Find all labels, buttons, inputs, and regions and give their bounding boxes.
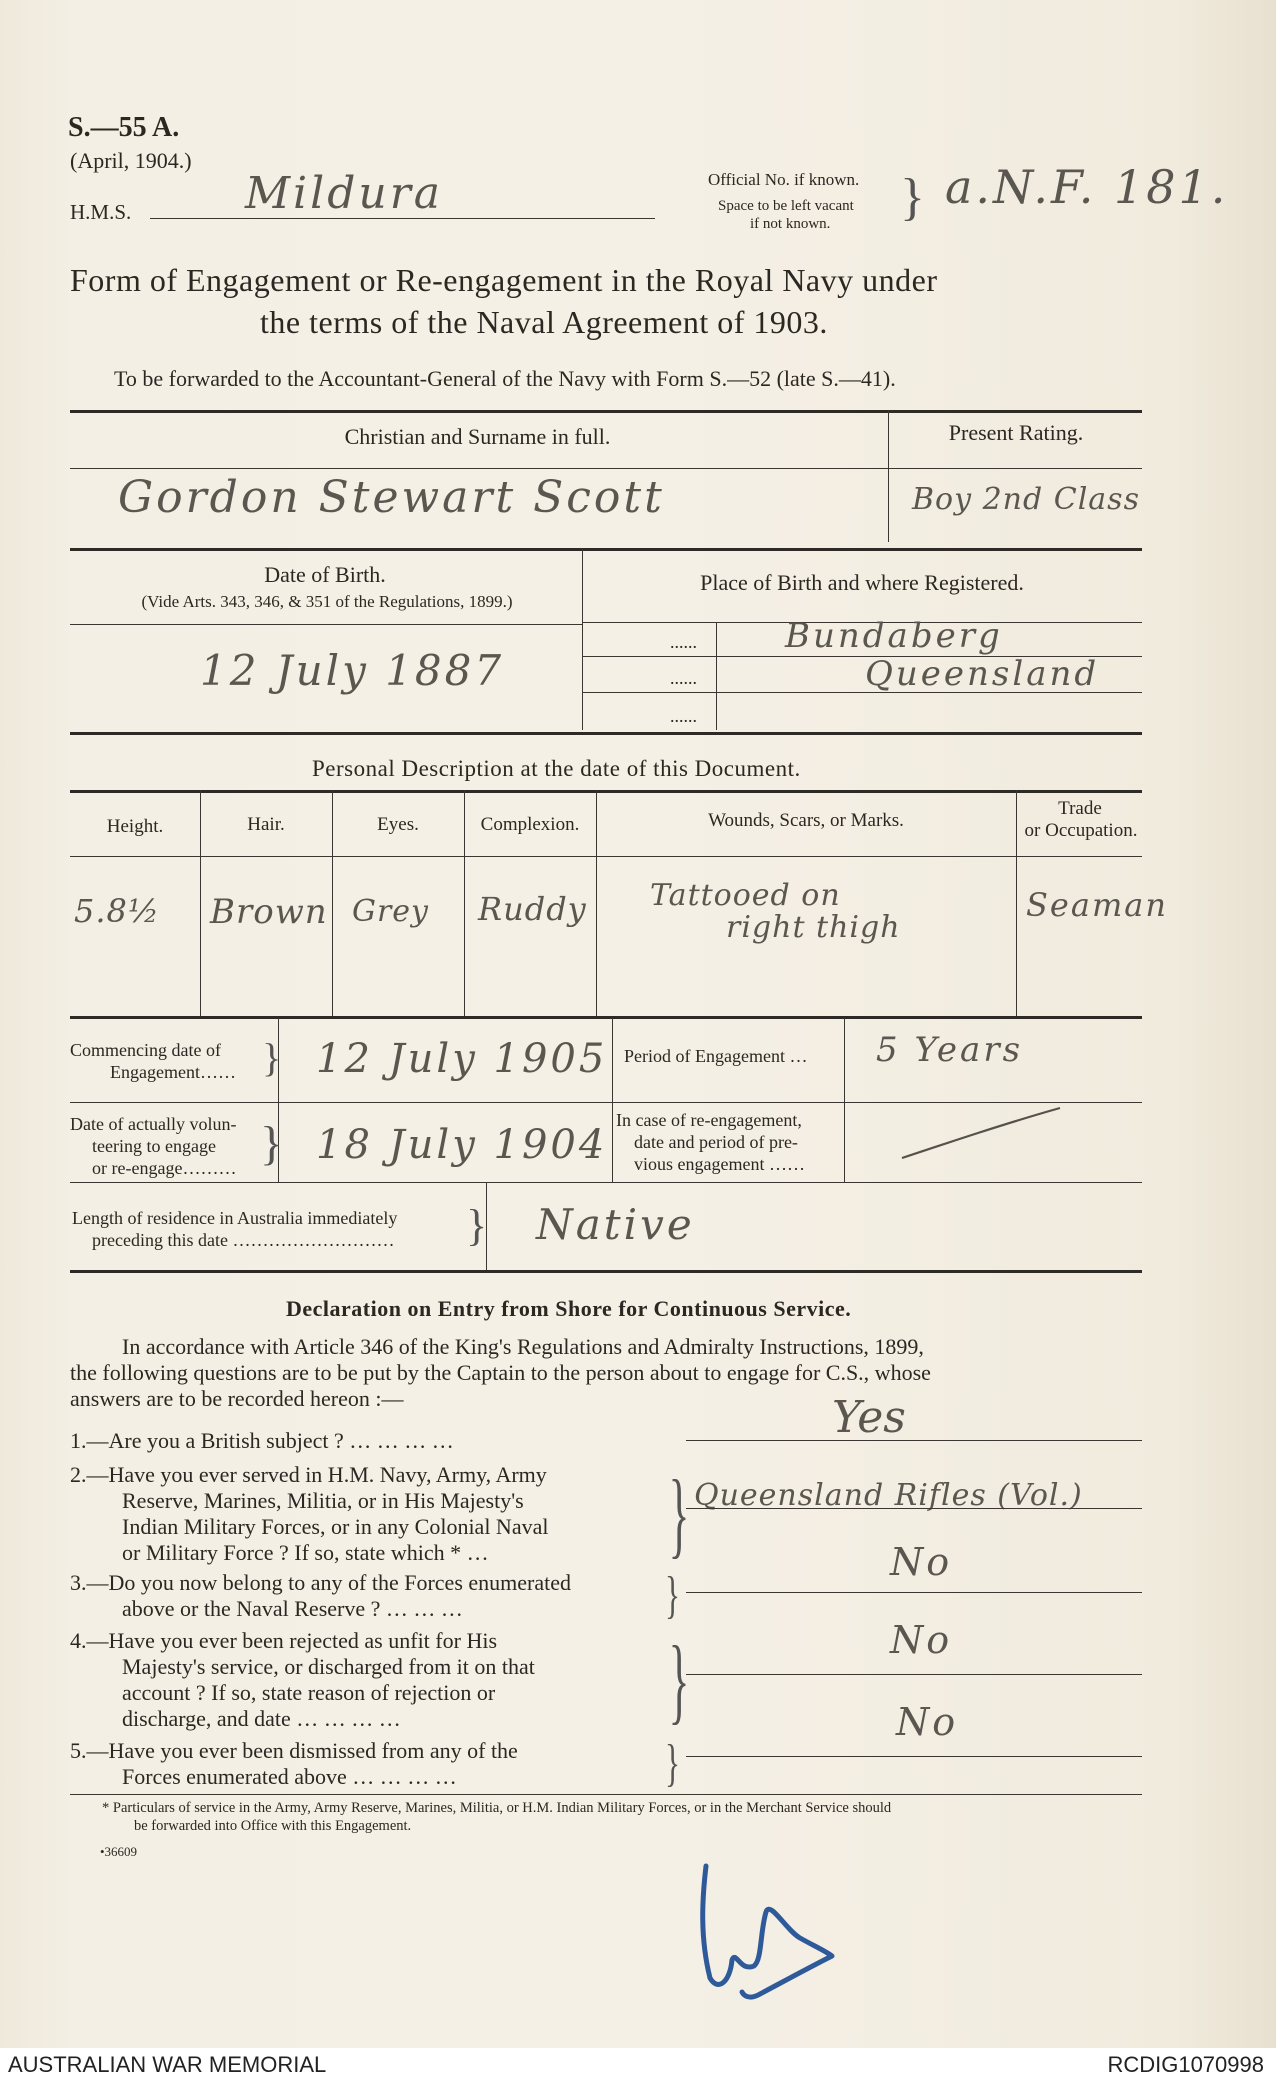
rating-value: Boy 2nd Class	[912, 482, 1140, 517]
description-heading: Personal Description at the date of this Document.	[312, 756, 801, 781]
complexion-value: Ruddy	[478, 890, 587, 928]
question-5-brace: }	[664, 1735, 680, 1792]
height-value: 5.8½	[74, 892, 160, 930]
marks-value-2: right thigh	[726, 910, 901, 945]
answer-3: No	[890, 1540, 953, 1584]
answer-5: No	[896, 1700, 959, 1744]
volunteer-brace: }	[260, 1117, 284, 1170]
name-value: Gordon Stewart Scott	[118, 472, 665, 523]
col-wounds: Wounds, Scars, or Marks.	[708, 810, 904, 831]
commencing-label-2: Engagement……	[110, 1062, 236, 1082]
declaration-intro-2: the following questions are to be put by the Captain to the person about to engage for C.S., whose	[70, 1360, 931, 1385]
question-3-line-2: above or the Naval Reserve ? … … …	[122, 1596, 463, 1621]
col-hair: Hair.	[247, 814, 285, 835]
question-5-line-1: 5.—Have you ever been dismissed from any of the	[70, 1738, 518, 1763]
official-no-brace: }	[900, 169, 925, 226]
pob-dots-2: ......	[670, 668, 697, 688]
official-no-note1: Space to be left vacant	[718, 198, 854, 214]
form-date: (April, 1904.)	[70, 148, 192, 173]
question-4-line-3: account ? If so, state reason of rejection or	[122, 1680, 496, 1705]
form-title-line1: Form of Engagement or Re-engagement in the Royal Navy under	[70, 262, 938, 298]
answer-2: Queensland Rifles (Vol.)	[694, 1478, 1083, 1513]
question-2-line-2: Reserve, Marines, Militia, or in His Majesty's	[122, 1488, 524, 1513]
archive-label-right: RCDIG1070998	[1107, 2052, 1264, 2077]
footnote-line-2: be forwarded into Office with this Engagement.	[134, 1818, 412, 1834]
pob-value-1: Bundaberg	[785, 616, 1003, 656]
footnote-line-1: * Particulars of service in the Army, Army Reserve, Marines, Militia, or H.M. Indian Military Forces, or in the Merchant Service should	[102, 1800, 892, 1816]
hair-value: Brown	[210, 892, 328, 932]
volunteer-label-3: or re-engage………	[92, 1158, 237, 1178]
declaration-intro-1: In accordance with Article 346 of the King's Regulations and Admiralty Instructions, 1899,	[122, 1334, 924, 1359]
question-4-line-2: Majesty's service, or discharged from it on that	[122, 1654, 535, 1679]
question-4-line-4: discharge, and date … … … …	[122, 1706, 401, 1731]
forward-instruction: To be forwarded to the Accountant-General of the Navy with Form S.—52 (late S.—41).	[114, 366, 896, 391]
dob-note: (Vide Arts. 343, 346, & 351 of the Regulations, 1899.)	[141, 592, 513, 611]
col-eyes: Eyes.	[377, 814, 419, 835]
trade-value: Seaman	[1026, 886, 1168, 924]
name-label: Christian and Surname in full.	[344, 424, 611, 449]
commencing-value: 12 July 1905	[316, 1036, 608, 1082]
volunteer-value: 18 July 1904	[316, 1122, 608, 1168]
question-2-brace: }	[668, 1460, 690, 1567]
hms-value: Mildura	[245, 168, 443, 219]
period-value: 5 Years	[876, 1030, 1024, 1070]
pob-dots-1: ......	[670, 632, 697, 652]
rating-label: Present Rating.	[948, 420, 1084, 445]
eyes-value: Grey	[352, 894, 430, 929]
question-5-line-2: Forces enumerated above … … … …	[122, 1764, 457, 1789]
marks-value-1: Tattooed on	[650, 878, 841, 913]
col-height: Height.	[106, 816, 164, 837]
reengage-label-1: In case of re-engagement,	[616, 1110, 802, 1130]
question-2-line-3: Indian Military Forces, or in any Colonial Naval	[122, 1514, 549, 1539]
print-code: •36609	[100, 1844, 138, 1859]
residence-label-2: preceding this date ………………………	[92, 1230, 395, 1250]
reengage-label-2: date and period of pre-	[634, 1132, 798, 1152]
col-complexion: Complexion.	[480, 814, 580, 835]
residence-brace: }	[466, 1201, 488, 1250]
question-3-line-1: 3.—Do you now belong to any of the Forces enumerated	[70, 1570, 571, 1595]
question-2-line-1: 2.—Have you ever served in H.M. Navy, Army, Army	[70, 1462, 547, 1487]
declaration-heading: Declaration on Entry from Shore for Continuous Service.	[286, 1296, 852, 1321]
question-4-line-1: 4.—Have you ever been rejected as unfit for His	[70, 1628, 498, 1653]
reengage-dash-mark	[890, 1100, 1070, 1170]
residence-label-1: Length of residence in Australia immediately	[72, 1208, 398, 1228]
official-no-note2: if not known.	[750, 216, 831, 232]
form-code: S.—55 A.	[68, 112, 180, 143]
col-occupation: or Occupation.	[1024, 820, 1138, 841]
residence-value: Native	[536, 1200, 695, 1249]
form-title-line2: the terms of the Naval Agreement of 1903.	[260, 304, 828, 340]
pob-dots-3: ......	[670, 706, 697, 726]
hms-label: H.M.S.	[70, 200, 132, 224]
pob-label: Place of Birth and where Registered.	[700, 570, 1024, 595]
period-label: Period of Engagement …	[624, 1046, 808, 1066]
col-trade: Trade	[1058, 798, 1102, 819]
official-no-label: Official No. if known.	[708, 170, 860, 189]
blue-pencil-mark-icon	[690, 1860, 850, 2010]
commencing-label-1: Commencing date of	[70, 1040, 221, 1060]
declaration-intro-3: answers are to be recorded hereon :—	[70, 1386, 404, 1411]
question-3-brace: }	[664, 1567, 680, 1624]
question-2-line-4: or Military Force ? If so, state which * …	[122, 1540, 489, 1565]
official-no-value: a.N.F. 181.	[945, 160, 1229, 214]
pob-value-2: Queensland	[865, 654, 1100, 694]
volunteer-label-2: teering to engage	[92, 1136, 216, 1156]
commencing-brace: }	[262, 1035, 282, 1080]
dob-label: Date of Birth.	[264, 562, 386, 587]
question-1-line-1: 1.—Are you a British subject ? … … … …	[70, 1428, 454, 1453]
volunteer-label-1: Date of actually volun-	[70, 1114, 237, 1134]
reengage-label-3: vious engagement ……	[634, 1154, 805, 1174]
archive-label-left: AUSTRALIAN WAR MEMORIAL	[8, 2052, 327, 2077]
answer-1: Yes	[832, 1392, 906, 1443]
question-4-brace: }	[668, 1626, 690, 1733]
dob-value: 12 July 1887	[200, 646, 505, 695]
answer-4: No	[890, 1618, 953, 1662]
